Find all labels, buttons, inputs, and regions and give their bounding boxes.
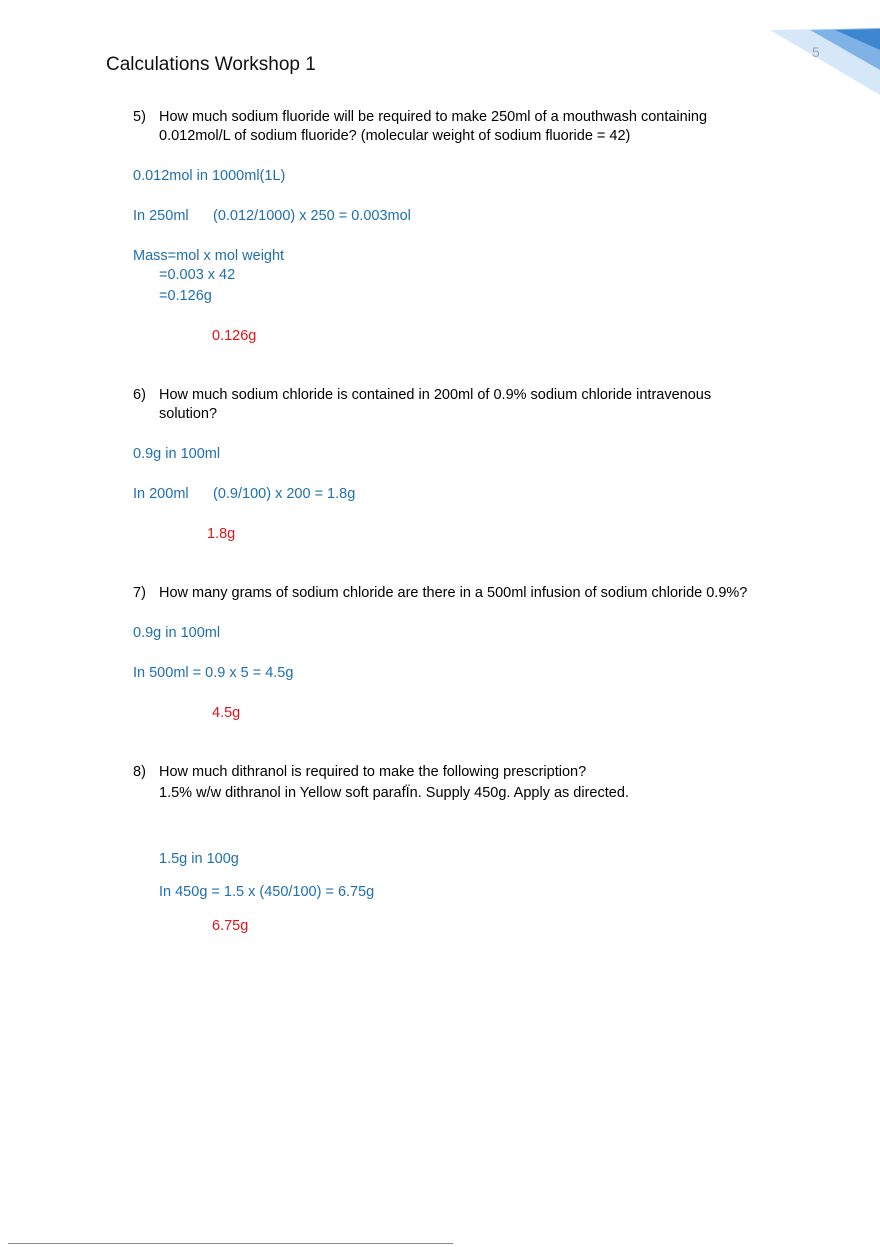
- question-7-working-1: 0.9g in 100ml: [133, 625, 221, 641]
- question-8-text-line-1: How much dithranol is required to make the following prescription?: [159, 764, 587, 780]
- question-5-working-4: =0.003 x 42: [159, 267, 236, 283]
- question-6-working-2-label: In 200ml: [133, 486, 189, 502]
- question-8-answer: 6.75g: [212, 918, 249, 934]
- question-8-working-1: 1.5g in 100g: [159, 851, 239, 867]
- question-5-working-2-calc: (0.012/1000) x 250 = 0.003mol: [213, 208, 411, 224]
- question-6-text-line-1: How much sodium chloride is contained in 200ml of 0.9% sodium chloride intravenous: [159, 387, 712, 403]
- page-title: Calculations Workshop 1: [106, 54, 316, 75]
- question-8-number: 8): [133, 764, 146, 780]
- question-5-text-line-1: How much sodium fluoride will be required to make 250ml of a mouthwash containing: [159, 109, 708, 125]
- question-5-working-1: 0.012mol in 1000ml(1L): [133, 168, 286, 184]
- footer-divider: [8, 1243, 453, 1244]
- question-7-working-2: In 500ml = 0.9 x 5 = 4.5g: [133, 665, 294, 681]
- question-5-number: 5): [133, 109, 146, 125]
- question-6-working-1: 0.9g in 100ml: [133, 446, 221, 462]
- question-7-answer: 4.5g: [212, 705, 241, 721]
- question-5-answer: 0.126g: [212, 328, 257, 344]
- question-5-working-2-label: In 250ml: [133, 208, 189, 224]
- question-5-text-line-2: 0.012mol/L of sodium fluoride? (molecular weight of sodium fluoride = 42): [159, 128, 631, 144]
- question-6-text-line-2: solution?: [159, 406, 218, 422]
- question-7-text-line-1: How many grams of sodium chloride are there in a 500ml infusion of sodium chloride 0.9%?: [159, 585, 748, 601]
- page-number: 5: [812, 44, 820, 60]
- question-6-answer: 1.8g: [207, 526, 236, 542]
- corner-decoration: [770, 0, 880, 100]
- question-6-working-2-calc: (0.9/100) x 200 = 1.8g: [213, 486, 356, 502]
- question-8-working-2: In 450g = 1.5 x (450/100) = 6.75g: [159, 884, 375, 900]
- question-6-number: 6): [133, 387, 146, 403]
- question-7-number: 7): [133, 585, 146, 601]
- question-5-working-3: Mass=mol x mol weight: [133, 248, 285, 264]
- question-8-text-line-2: 1.5% w/w dithranol in Yellow soft parafÏn. Supply 450g. Apply as directed.: [159, 785, 629, 801]
- question-5-working-5: =0.126g: [159, 288, 212, 304]
